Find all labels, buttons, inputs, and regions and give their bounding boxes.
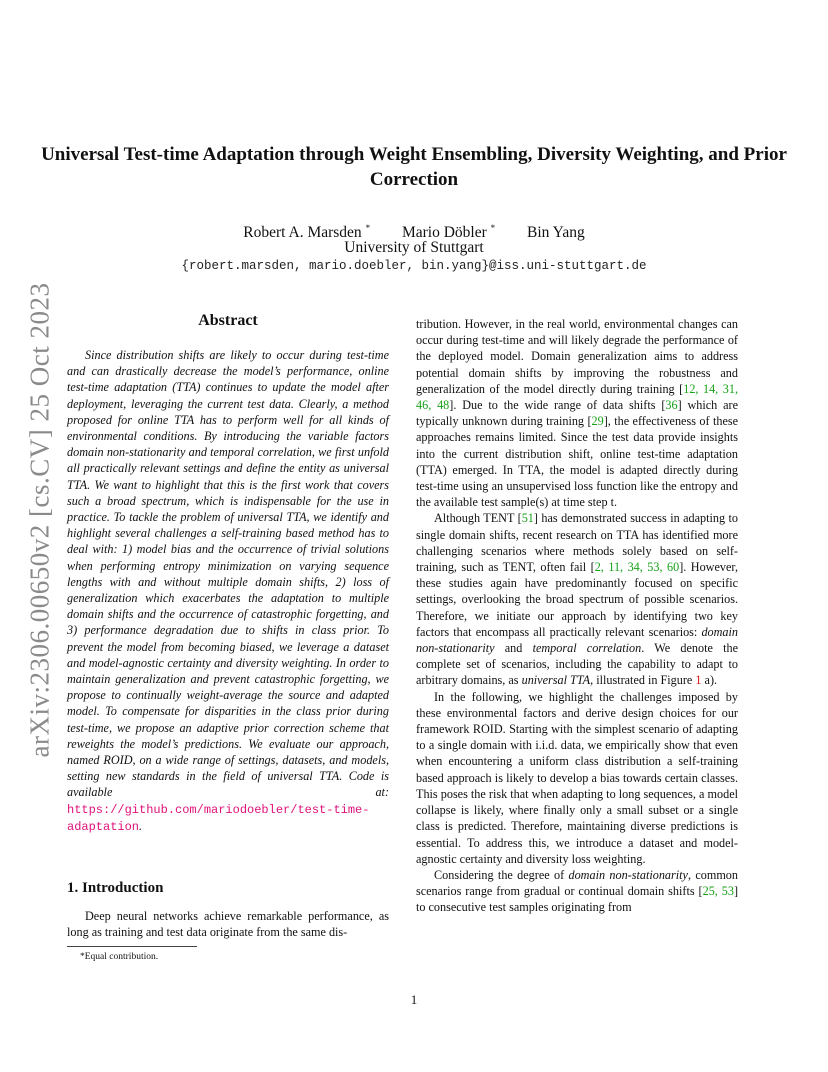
author-emails: {robert.marsden, mario.doebler, bin.yang}@iss.uni-stuttgart.de <box>181 259 647 273</box>
paragraph: Considering the degree of domain non-stationarity, common scenarios range from gradual or continual domain shifts [25, 53] to consecutive test samples originating from <box>416 867 739 915</box>
page-number: 1 <box>410 992 418 1007</box>
figure-link[interactable]: 1 <box>695 673 702 688</box>
paragraph: Although TENT [51] has demonstrated success in adapting to single domain shifts, recent research on TTA has identified more challenging scenarios where methods solely based on self-training, such as TENT, often fail [2, 11, 34, 53, 60]. However, these studies again have predominantly focused on specific settings, overlooking the broad spectrum of possible scenarios. Therefore, we initiate our approach by identifying two key factors that encompass all practically relevant scenarios: domain non-stationarity and temporal correlation. We denote the complete set of scenarios, including the capability to adapt to arbitrary domains, as universal TTA, illustrated in Figure 1 a). <box>416 511 739 688</box>
right-column-text <box>416 316 738 916</box>
paper-title: Universal Test-time Adaptation through Weight Ensembling, Diversity Weighting, and Prior Correction <box>41 144 787 190</box>
paragraph: tribution. However, in the real world, environmental changes can occur during test-time and will likely degrade the performance of the deployed model. Domain generalization aims to address potential domain shifts by improving the robustness and generalization of the model directly during training [12, 14, 31, 46, 48]. Due to the wide range of data shifts [36] which are typically unknown during training [29], the effectiveness of these approaches remains limited. Since the test data provide insights into the current distribution shift, online test-time adaptation (TTA) emerged. In TTA, the model is adapted directly during test-time using an unsupervised loss function like the entropy and the available test sample(s) at time step t. <box>416 317 738 510</box>
footnote-rule <box>67 946 197 947</box>
author-1: Robert A. Marsden * <box>243 223 371 242</box>
citation-link[interactable]: 29 <box>591 414 604 429</box>
arxiv-identifier: arXiv:2306.00650v2 [cs.CV] 25 Oct 2023 <box>24 282 55 758</box>
abstract-heading: Abstract <box>198 312 258 329</box>
introduction-paragraph: Deep neural networks achieve remarkable performance, as long as training and test data originate from the same dis- <box>67 909 389 940</box>
abstract-body: Since distribution shifts are likely to occur during test-time and can drastically decrease the model’s performance, online test-time adaptation (TTA) continues to update the model after deployment, leveraging the current test data. Clearly, a method proposed for online TTA has to perform well for all kinds of environmental conditions. By introducing the variable factors domain non-stationarity and temporal correlation, we first unfold all practically relevant settings and define the entity as universal TTA. We want to highlight that this is the first work that covers such a broad spectrum, which is indispensable for the use in practice. To tackle the problem of universal TTA, we identify and highlight several challenges a self-training based method has to deal with: 1) model bias and the occurrence of trivial solutions when performing entropy minimization on varying sequence lengths with and without multiple domain shifts, 2) loss of generalization which exacerbates the adaptation to multiple domain shifts and the occurrence of catastrophic forgetting, and 3) performance degradation due to shifts in class prior. To prevent the model from becoming biased, we leverage a dataset and model-agnostic certainty and diversity weighting. In order to maintain generalization and prevent catastrophic forgetting, we propose to continually weight-average the source and adapted model. To compensate for disparities in the class prior during test-time, we propose an adaptive prior correction scheme that reweights the model’s predictions. We evaluate our approach, named ROID, on a wide range of settings, datasets, and models, setting new standards in the field of universal TTA. Code is available at: https://github.com/mariodoebler/test-time-adaptation. <box>67 348 389 834</box>
citation-link[interactable]: 25, 53 <box>702 884 734 899</box>
arxiv-sidebar <box>24 280 56 760</box>
author-2: Mario Döbler * <box>401 223 496 242</box>
author-3: Bin Yang <box>526 224 585 242</box>
footnote: *Equal contribution. <box>80 952 159 962</box>
paragraph: In the following, we highlight the challenges imposed by these environmental factors and derive design choices for our framework ROID. Starting with the simplest scenario of adapting to a single domain with i.i.d. data, we empirically show that even when encountering a uniform class distribution a self-training based approach is likely to develop a bias towards certain classes. This poses the risk that when adapting to long sequences, a model collapse is likely, where finally only a small subset or a single class is predicted. Therefore, maintaining diverse predictions is essential. To address this, we introduce a dataset and model-agnostic certainty and diversity loss weighting. <box>416 689 738 866</box>
code-link[interactable]: https://github.com/mariodoebler/test-time-adaptation <box>67 802 370 834</box>
citation-link[interactable]: 51 <box>521 511 534 526</box>
citation-link[interactable]: 2, 11, 34, 53, 60 <box>594 560 680 575</box>
citation-link[interactable]: 36 <box>665 398 678 413</box>
section-heading-introduction: 1. Introduction <box>67 880 164 896</box>
affiliation: University of Stuttgart <box>344 239 484 256</box>
citation-link[interactable]: 12, 14, 31, 46, 48 <box>416 381 738 413</box>
